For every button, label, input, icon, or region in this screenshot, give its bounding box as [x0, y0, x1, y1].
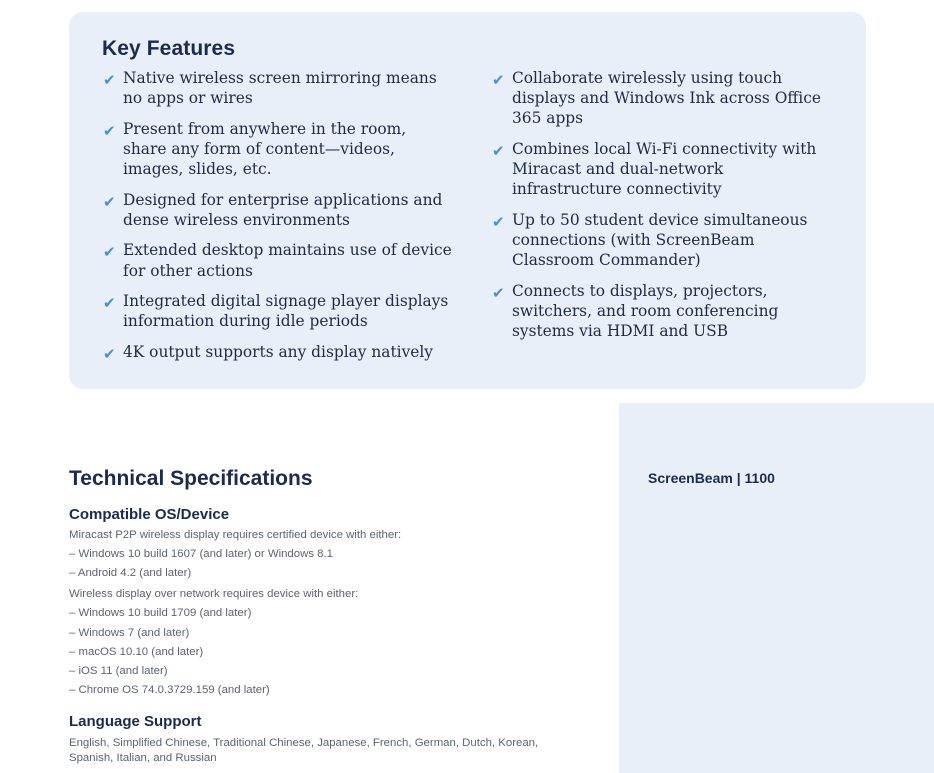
compat-os-heading: Compatible OS/Device: [69, 506, 230, 523]
network-item: – Windows 10 build 1709 (and later): [69, 607, 252, 619]
feature-item: ✔ Present from anywhere in the room, share any form of content—videos, images, slides, etc.: [103, 119, 407, 179]
check-icon: ✔: [492, 71, 505, 89]
check-icon: ✔: [103, 121, 116, 140]
product-side-panel: [619, 403, 934, 773]
feature-item: ✔ Combines local Wi-Fi connectivity with Miracast and dual-network infrastructure connectivity: [492, 139, 817, 199]
miracast-intro: Miracast P2P wireless display requires certified device with either:: [69, 529, 402, 541]
language-support-heading: Language Support: [69, 713, 202, 730]
key-features-left-list: [103, 68, 453, 372]
check-icon: ✔: [492, 212, 505, 231]
feature-item: ✔ 4K output supports any display natively: [103, 342, 433, 363]
feature-item: ✔ Extended desktop maintains use of device for other actions: [103, 241, 452, 280]
language-list: English, Simplified Chinese, Traditional Chinese, Japanese, French, German, Dutch, Korean, Spanish, Italian, and Russian: [69, 737, 539, 764]
check-icon: ✔: [492, 283, 505, 302]
key-features-title: Key Features: [102, 37, 236, 60]
feature-item: ✔ Native wireless screen mirroring means no apps or wires: [103, 69, 437, 108]
miracast-item: – Android 4.2 (and later): [69, 567, 192, 579]
check-icon: ✔: [103, 294, 116, 313]
key-features-panel: [69, 12, 866, 389]
key-features-right-list: [492, 68, 832, 352]
network-item: – iOS 11 (and later): [69, 665, 168, 677]
feature-item: ✔ Integrated digital signage player displays information during idle periods: [103, 292, 449, 331]
miracast-item: – Windows 10 build 1607 (and later) or Windows 8.1: [69, 548, 334, 560]
check-icon: ✔: [103, 192, 116, 211]
feature-item: ✔ Up to 50 student device simultaneous connections (with ScreenBeam Classroom Commander): [492, 210, 808, 270]
feature-item: ✔ Collaborate wirelessly using touch displays and Windows Ink across Office 365 apps: [492, 69, 821, 128]
network-intro: Wireless display over network requires device with either:: [69, 588, 359, 600]
check-icon: ✔: [492, 141, 505, 160]
check-icon: ✔: [103, 71, 116, 89]
tech-specs-title: Technical Specifications: [69, 467, 313, 490]
feature-item: ✔ Connects to displays, projectors, switchers, and room conferencing systems via HDMI and USB: [492, 281, 779, 341]
check-icon: ✔: [103, 243, 116, 262]
network-item: – Chrome OS 74.0.3729.159 (and later): [69, 684, 270, 696]
network-item: – Windows 7 (and later): [69, 627, 190, 639]
check-icon: ✔: [103, 344, 116, 363]
feature-item: ✔ Designed for enterprise applications and dense wireless environments: [103, 190, 443, 229]
network-item: – macOS 10.10 (and later): [69, 646, 204, 658]
product-brand: ScreenBeam | 1100: [648, 470, 775, 486]
